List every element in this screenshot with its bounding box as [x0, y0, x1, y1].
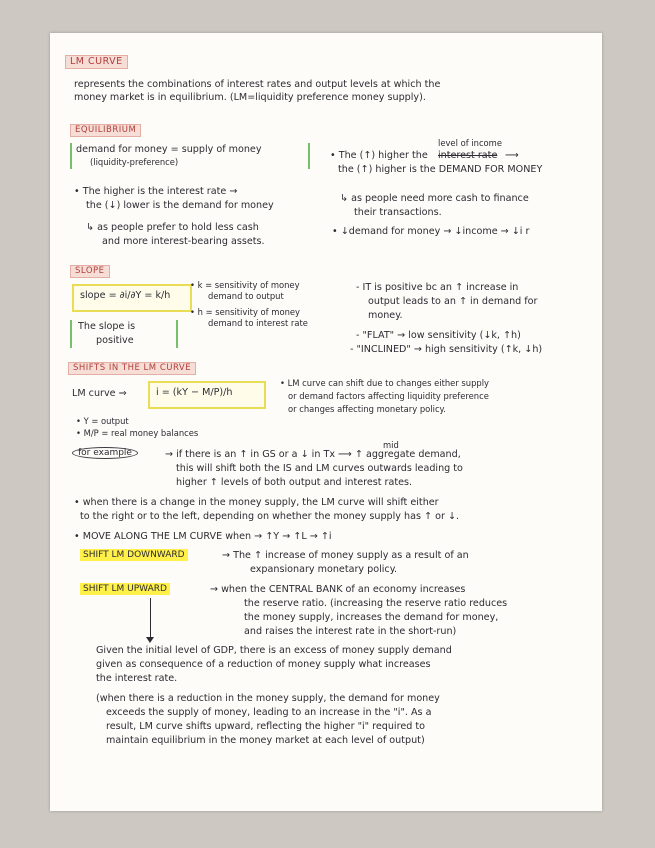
shift-up-4: and raises the interest rate in the short-run): [244, 626, 457, 637]
slope-positive-2: positive: [96, 335, 134, 346]
slope-def-3: • h = sensitivity of money: [190, 307, 300, 317]
shift-down-label: SHIFT LM DOWNWARD: [80, 549, 188, 561]
notebook-page: [50, 33, 602, 811]
slope-right-1: - IT is positive bc an ↑ increase in: [356, 282, 519, 293]
slope-right-5: - "INCLINED" → high sensitivity (↑k, ↓h): [350, 344, 543, 355]
slope-formula-box: [72, 284, 192, 312]
given-line-2: given as consequence of a reduction of money supply what increases: [96, 659, 431, 670]
example-line-3: higher ↑ levels of both output and interest rates.: [176, 477, 413, 488]
equilibrium-box-line-1: demand for money = supply of money: [76, 144, 262, 155]
eq-right-1: • The (↑) higher the: [330, 150, 428, 161]
final-line-1: (when there is a reduction in the money supply, the demand for money: [96, 693, 440, 704]
eq-right-strike: interest rate: [438, 150, 498, 161]
eq-left-1: • The higher is the interest rate →: [74, 186, 238, 197]
eq-right-2: the (↑) higher is the DEMAND FOR MONEY: [338, 164, 543, 175]
shift-up-label: SHIFT LM UPWARD: [80, 583, 170, 595]
slope-def-2: demand to output: [208, 291, 284, 301]
down-arrow-line: [150, 598, 151, 638]
bullet-line-3: • MOVE ALONG THE LM CURVE when → ↑Y → ↑L → ↑i: [74, 531, 332, 542]
shift-up-3: the money supply, increases the demand for money,: [244, 612, 499, 623]
slope-right-2: output leads to an ↑ in demand for: [368, 296, 538, 307]
slope-formula: slope = ∂i/∂Y = k/h: [80, 290, 171, 301]
example-mid-label: mid: [383, 440, 399, 450]
final-line-4: maintain equilibrium in the money market at each level of output): [106, 735, 425, 746]
var-output: • Y = output: [76, 416, 129, 426]
eq-left-3: ↳ as people prefer to hold less cash: [86, 222, 259, 233]
equilibrium-box-line-2: (liquidity-preference): [90, 157, 179, 167]
slope-positive-1: The slope is: [78, 321, 136, 332]
eq-left-4: and more interest-bearing assets.: [102, 236, 265, 247]
eq-left-2: the (↓) lower is the demand for money: [86, 200, 274, 211]
shift-down-1: → The ↑ increase of money supply as a result of an: [222, 550, 469, 561]
lm-prefix: LM curve ⇒: [72, 388, 127, 399]
slope-def-4: demand to interest rate: [208, 318, 308, 328]
final-line-2: exceeds the supply of money, leading to an increase in the "i". As a: [106, 707, 432, 718]
intro-line-2: money market is in equilibrium. (LM=liquidity preference money supply).: [74, 92, 426, 103]
eq-right-note: level of income: [438, 138, 502, 148]
down-arrow-head: [146, 637, 154, 643]
shift-right-1: • LM curve can shift due to changes either supply: [280, 378, 490, 388]
lm-formula: i = (kY − M/P)/h: [156, 387, 233, 398]
eq-right-3: ↳ as people need more cash to finance: [340, 193, 529, 204]
slope-def-1: • k = sensitivity of money: [190, 280, 300, 290]
equilibrium-heading: EQUILIBRIUM: [70, 124, 141, 137]
lm-formula-box: [148, 381, 266, 409]
eq-right-arrow: ⟶: [505, 150, 519, 161]
final-line-3: result, LM curve shifts upward, reflecting the higher "i" required to: [106, 721, 425, 732]
shift-down-2: expansionary monetary policy.: [250, 564, 398, 575]
var-real-money: • M/P = real money balances: [76, 428, 199, 438]
slope-right-4: - "FLAT" → low sensitivity (↓k, ↑h): [356, 330, 521, 341]
slope-heading: SLOPE: [70, 265, 110, 278]
page-title: LM CURVE: [65, 55, 128, 69]
example-line-1: → if there is an ↑ in GS or a ↓ in Tx ⟶ ↑ aggregate demand,: [165, 449, 461, 460]
shift-up-2: the reserve ratio. (increasing the reserve ratio reduces: [244, 598, 508, 609]
given-line-3: the interest rate.: [96, 673, 178, 684]
eq-right-4: their transactions.: [354, 207, 442, 218]
eq-right-5: • ↓demand for money → ↓income → ↓i r: [332, 226, 530, 237]
slope-right-3: money.: [368, 310, 403, 321]
intro-line-1: represents the combinations of interest rates and output levels at which the: [74, 79, 441, 90]
bullet-line-2: to the right or to the left, depending on whether the money supply has ↑ or ↓.: [80, 511, 460, 522]
shift-right-3: or changes affecting monetary policy.: [288, 404, 446, 414]
given-line-1: Given the initial level of GDP, there is an excess of money supply demand: [96, 645, 452, 656]
slope-positive-box: [70, 320, 178, 348]
equilibrium-box: [70, 143, 310, 169]
example-label: for example: [72, 447, 138, 459]
shift-up-1: → when the CENTRAL BANK of an economy increases: [210, 584, 466, 595]
example-line-2: this will shift both the IS and LM curves outwards leading to: [176, 463, 463, 474]
shift-right-2: or demand factors affecting liquidity preference: [288, 391, 489, 401]
shifts-heading: SHIFTS IN THE LM CURVE: [68, 362, 196, 375]
bullet-line-1: • when there is a change in the money supply, the LM curve will shift either: [74, 497, 439, 508]
